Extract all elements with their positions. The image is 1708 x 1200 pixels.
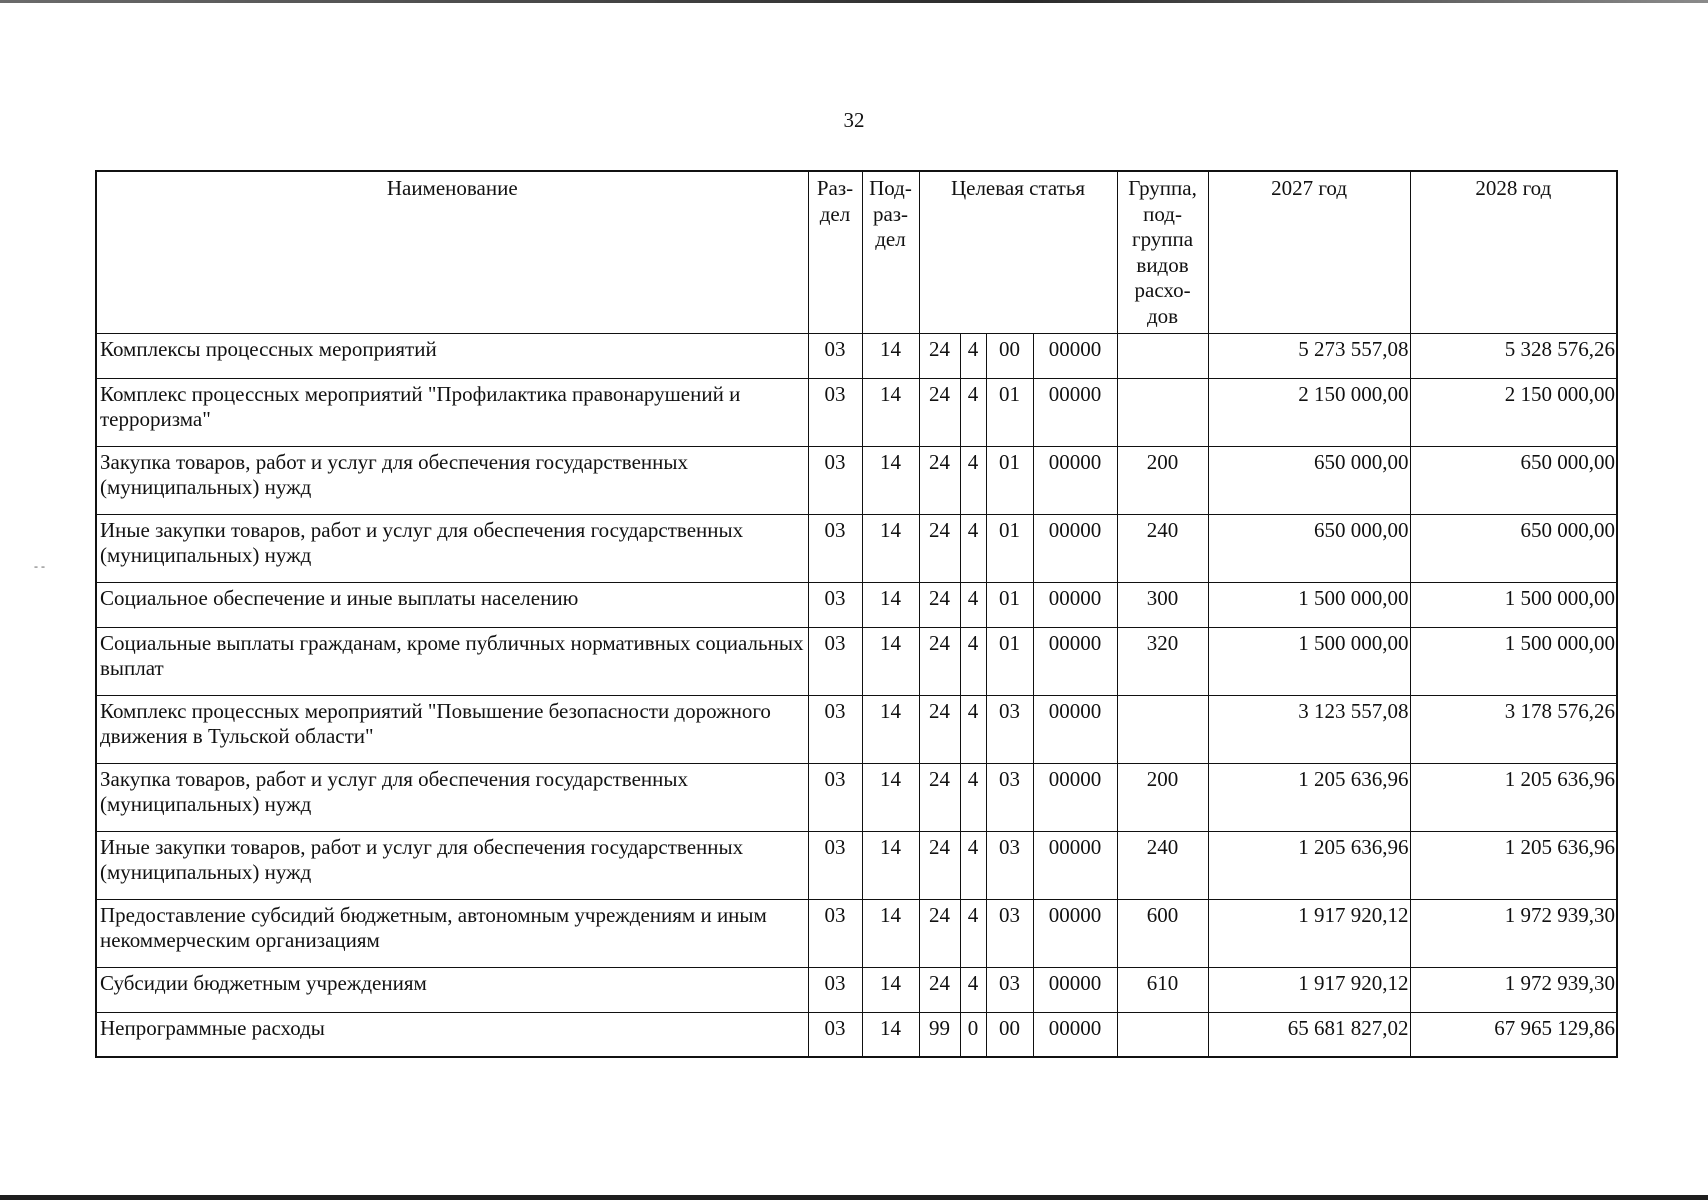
cell-target-direction: 00000 [1033, 899, 1117, 967]
cell-section: 03 [808, 627, 862, 695]
cell-target-element: 00 [986, 1012, 1033, 1057]
scan-top-edge [0, 0, 1708, 3]
cell-target-type: 4 [960, 514, 986, 582]
cell-target-element: 03 [986, 763, 1033, 831]
cell-target-type: 4 [960, 831, 986, 899]
cell-amount-2027: 1 917 920,12 [1208, 967, 1410, 1012]
cell-expense-group: 610 [1117, 967, 1208, 1012]
cell-target-direction: 00000 [1033, 378, 1117, 446]
cell-subsection: 14 [862, 514, 919, 582]
cell-section: 03 [808, 831, 862, 899]
cell-expense-group [1117, 695, 1208, 763]
cell-subsection: 14 [862, 333, 919, 378]
cell-target-program: 24 [919, 695, 960, 763]
table-row [96, 831, 1617, 899]
cell-name: Непрограммные расходы [96, 1012, 808, 1057]
cell-amount-2028: 650 000,00 [1410, 514, 1617, 582]
table-row [96, 763, 1617, 831]
cell-expense-group: 300 [1117, 582, 1208, 627]
cell-amount-2028: 2 150 000,00 [1410, 378, 1617, 446]
cell-amount-2028: 1 972 939,30 [1410, 967, 1617, 1012]
cell-subsection: 14 [862, 967, 919, 1012]
cell-target-type: 4 [960, 378, 986, 446]
cell-name: Закупка товаров, работ и услуг для обеспечения государственных (муниципальных) нужд [96, 446, 808, 514]
cell-expense-group: 240 [1117, 514, 1208, 582]
cell-amount-2028: 3 178 576,26 [1410, 695, 1617, 763]
cell-target-type: 4 [960, 967, 986, 1012]
cell-amount-2027: 1 205 636,96 [1208, 831, 1410, 899]
cell-target-program: 24 [919, 627, 960, 695]
cell-target-direction: 00000 [1033, 695, 1117, 763]
cell-target-type: 4 [960, 333, 986, 378]
cell-section: 03 [808, 514, 862, 582]
cell-amount-2027: 650 000,00 [1208, 446, 1410, 514]
cell-section: 03 [808, 967, 862, 1012]
cell-name: Социальные выплаты гражданам, кроме публичных нормативных социальных выплат [96, 627, 808, 695]
cell-amount-2027: 650 000,00 [1208, 514, 1410, 582]
cell-amount-2028: 5 328 576,26 [1410, 333, 1617, 378]
cell-name: Закупка товаров, работ и услуг для обеспечения государственных (муниципальных) нужд [96, 763, 808, 831]
cell-amount-2027: 3 123 557,08 [1208, 695, 1410, 763]
header-year-2028: 2028 год [1410, 171, 1617, 333]
table-row [96, 514, 1617, 582]
cell-target-direction: 00000 [1033, 763, 1117, 831]
cell-expense-group: 200 [1117, 763, 1208, 831]
cell-target-element: 03 [986, 967, 1033, 1012]
cell-amount-2027: 1 205 636,96 [1208, 763, 1410, 831]
cell-target-program: 24 [919, 582, 960, 627]
cell-amount-2028: 1 205 636,96 [1410, 763, 1617, 831]
cell-section: 03 [808, 695, 862, 763]
cell-target-direction: 00000 [1033, 333, 1117, 378]
cell-target-type: 4 [960, 627, 986, 695]
table-header-row [96, 171, 1617, 333]
cell-subsection: 14 [862, 899, 919, 967]
cell-expense-group: 240 [1117, 831, 1208, 899]
cell-section: 03 [808, 1012, 862, 1057]
page-number: 32 [843, 108, 865, 132]
header-expense-group: Группа, под- группа видов расхо- дов [1117, 171, 1208, 333]
cell-target-element: 03 [986, 695, 1033, 763]
cell-subsection: 14 [862, 582, 919, 627]
cell-target-direction: 00000 [1033, 967, 1117, 1012]
cell-amount-2028: 1 205 636,96 [1410, 831, 1617, 899]
cell-section: 03 [808, 446, 862, 514]
cell-target-direction: 00000 [1033, 446, 1117, 514]
cell-amount-2027: 1 917 920,12 [1208, 899, 1410, 967]
table-body [96, 333, 1617, 1057]
cell-amount-2027: 1 500 000,00 [1208, 627, 1410, 695]
cell-subsection: 14 [862, 695, 919, 763]
table-row [96, 378, 1617, 446]
cell-amount-2027: 2 150 000,00 [1208, 378, 1410, 446]
cell-target-direction: 00000 [1033, 514, 1117, 582]
budget-table [95, 170, 1618, 1058]
cell-section: 03 [808, 899, 862, 967]
table-row [96, 446, 1617, 514]
cell-amount-2028: 67 965 129,86 [1410, 1012, 1617, 1057]
cell-target-program: 24 [919, 514, 960, 582]
header-section: Раз- дел [808, 171, 862, 333]
cell-target-direction: 00000 [1033, 1012, 1117, 1057]
cell-target-element: 01 [986, 446, 1033, 514]
cell-section: 03 [808, 582, 862, 627]
cell-amount-2027: 65 681 827,02 [1208, 1012, 1410, 1057]
cell-target-element: 01 [986, 627, 1033, 695]
cell-name: Иные закупки товаров, работ и услуг для обеспечения государственных (муниципальных) нужд [96, 831, 808, 899]
cell-subsection: 14 [862, 831, 919, 899]
table-row [96, 899, 1617, 967]
cell-expense-group [1117, 333, 1208, 378]
cell-name: Социальное обеспечение и иные выплаты населению [96, 582, 808, 627]
header-target-article: Целевая статья [919, 171, 1117, 333]
header-subsection: Под- раз- дел [862, 171, 919, 333]
cell-target-type: 4 [960, 899, 986, 967]
cell-name: Комплекс процессных мероприятий "Повышение безопасности дорожного движения в Тульской области" [96, 695, 808, 763]
cell-subsection: 14 [862, 446, 919, 514]
cell-target-type: 4 [960, 446, 986, 514]
cell-target-element: 03 [986, 831, 1033, 899]
cell-target-program: 24 [919, 899, 960, 967]
cell-expense-group [1117, 1012, 1208, 1057]
cell-expense-group: 320 [1117, 627, 1208, 695]
scan-bottom-edge [0, 1195, 1708, 1200]
cell-section: 03 [808, 378, 862, 446]
cell-name: Комплекс процессных мероприятий "Профилактика правонарушений и терроризма" [96, 378, 808, 446]
cell-amount-2028: 650 000,00 [1410, 446, 1617, 514]
table-row [96, 333, 1617, 378]
cell-target-type: 4 [960, 763, 986, 831]
cell-target-element: 00 [986, 333, 1033, 378]
cell-target-element: 01 [986, 582, 1033, 627]
cell-expense-group: 600 [1117, 899, 1208, 967]
table-row [96, 967, 1617, 1012]
cell-subsection: 14 [862, 1012, 919, 1057]
cell-target-program: 24 [919, 763, 960, 831]
table-row [96, 695, 1617, 763]
margin-mark: - - [34, 559, 45, 573]
cell-target-type: 4 [960, 582, 986, 627]
table-row [96, 582, 1617, 627]
cell-target-direction: 00000 [1033, 831, 1117, 899]
cell-expense-group: 200 [1117, 446, 1208, 514]
cell-amount-2028: 1 500 000,00 [1410, 627, 1617, 695]
cell-amount-2027: 5 273 557,08 [1208, 333, 1410, 378]
cell-amount-2027: 1 500 000,00 [1208, 582, 1410, 627]
cell-subsection: 14 [862, 378, 919, 446]
cell-name: Комплексы процессных мероприятий [96, 333, 808, 378]
cell-section: 03 [808, 333, 862, 378]
cell-target-element: 01 [986, 514, 1033, 582]
cell-target-type: 0 [960, 1012, 986, 1057]
table-row [96, 627, 1617, 695]
table-row [96, 1012, 1617, 1057]
cell-amount-2028: 1 500 000,00 [1410, 582, 1617, 627]
cell-amount-2028: 1 972 939,30 [1410, 899, 1617, 967]
cell-target-program: 24 [919, 333, 960, 378]
cell-target-direction: 00000 [1033, 627, 1117, 695]
cell-target-direction: 00000 [1033, 582, 1117, 627]
cell-target-program: 24 [919, 967, 960, 1012]
cell-name: Предоставление субсидий бюджетным, автономным учреждениям и иным некоммерческим организациям [96, 899, 808, 967]
cell-target-program: 24 [919, 446, 960, 514]
cell-target-program: 99 [919, 1012, 960, 1057]
cell-expense-group [1117, 378, 1208, 446]
cell-section: 03 [808, 763, 862, 831]
cell-target-type: 4 [960, 695, 986, 763]
cell-target-element: 03 [986, 899, 1033, 967]
cell-target-program: 24 [919, 378, 960, 446]
cell-target-element: 01 [986, 378, 1033, 446]
cell-subsection: 14 [862, 627, 919, 695]
cell-subsection: 14 [862, 763, 919, 831]
cell-name: Субсидии бюджетным учреждениям [96, 967, 808, 1012]
cell-name: Иные закупки товаров, работ и услуг для обеспечения государственных (муниципальных) нужд [96, 514, 808, 582]
header-year-2027: 2027 год [1208, 171, 1410, 333]
header-name: Наименование [96, 171, 808, 333]
cell-target-program: 24 [919, 831, 960, 899]
